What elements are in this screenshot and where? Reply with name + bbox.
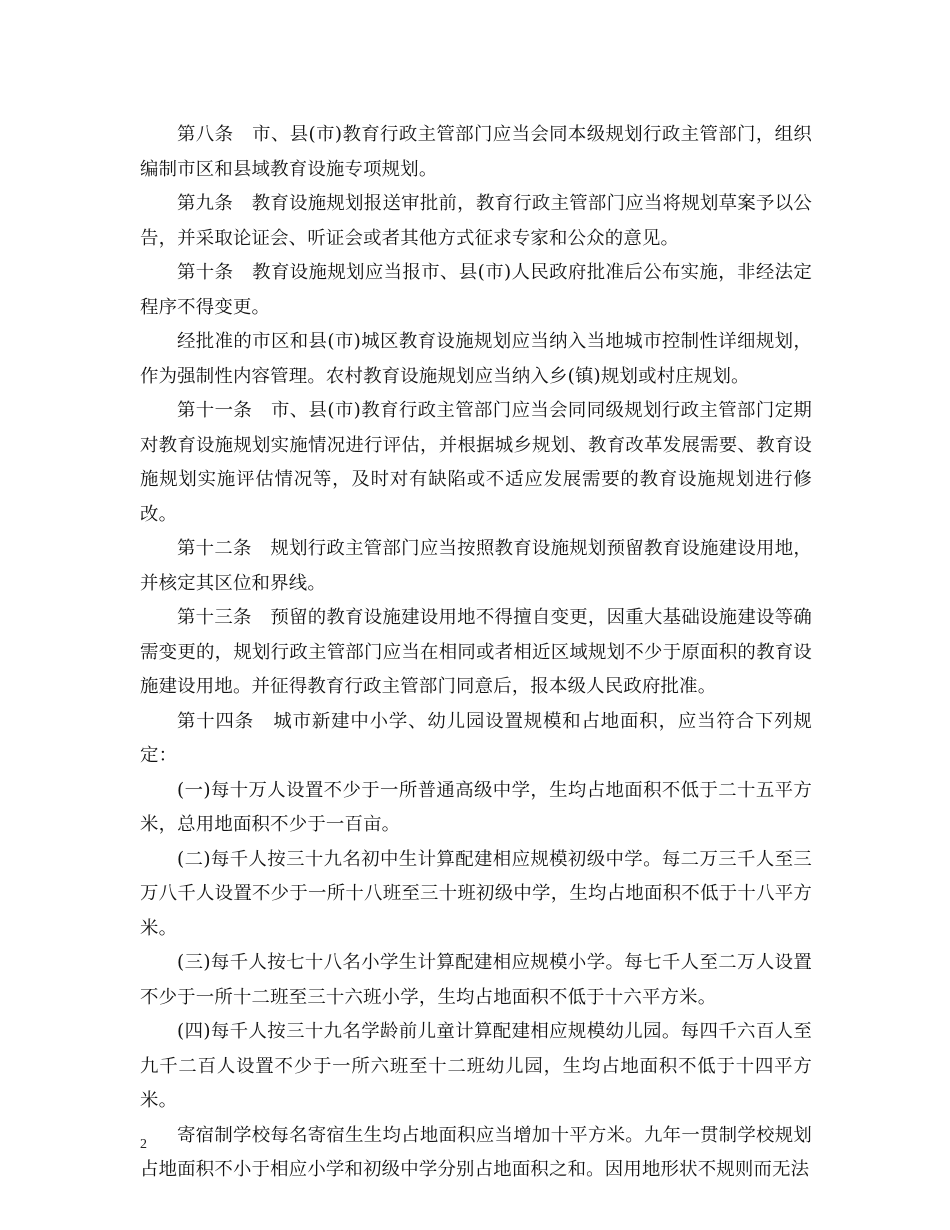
page-number: 2	[140, 1137, 147, 1152]
article-13-paragraph: 第十三条 预留的教育设施建设用地不得擅自变更，因重大基础设施建设等确需变更的，规划行政主管部门应当在相同或者相近区域规划不少于原面积的教育设施建设用地。并征得教育行政主管部门同意后，报本级人民政府批准。	[140, 607, 812, 697]
boarding-school-paragraph: 寄宿制学校每名寄宿生生均占地面积应当增加十平方米。九年一贯制学校规划占地面积不小于相应小学和初级中学分别占地面积之和。因用地形状不规则而无法	[140, 1124, 812, 1180]
article-14-item-3-paragraph: (三)每千人按七十八名小学生计算配建相应规模小学。每七千人至二万人设置不少于一所十二班至三十六班小学，生均占地面积不低于十六平方米。	[140, 952, 812, 1008]
article-10-paragraph: 第十条 教育设施规划应当报市、县(市)人民政府批准后公布实施，非经法定程序不得变更。	[140, 262, 812, 318]
article-14-item-4-paragraph: (四)每千人按三十九名学龄前儿童计算配建相应规模幼儿园。每四千六百人至九千二百人设置不少于一所六班至十二班幼儿园，生均占地面积不低于十四平方米。	[140, 1021, 812, 1111]
article-14-paragraph: 第十四条 城市新建中小学、幼儿园设置规模和占地面积，应当符合下列规定：	[140, 710, 812, 766]
article-14-item-1-paragraph: (一)每十万人设置不少于一所普通高级中学，生均占地面积不低于二十五平方米，总用地面积不少于一百亩。	[140, 779, 812, 835]
article-8-paragraph: 第八条 市、县(市)教育行政主管部门应当会同本级规划行政主管部门，组织编制市区和县域教育设施专项规划。	[140, 124, 812, 180]
article-11-paragraph: 第十一条 市、县(市)教育行政主管部门应当会同同级规划行政主管部门定期对教育设施规划实施情况进行评估，并根据城乡规划、教育改革发展需要、教育设施规划实施评估情况等，及时对有缺陷或不适应发展需要的教育设施规划进行修改。	[140, 400, 812, 525]
article-10-continuation-paragraph: 经批准的市区和县(市)城区教育设施规划应当纳入当地城市控制性详细规划，作为强制性内容管理。农村教育设施规划应当纳入乡(镇)规划或村庄规划。	[140, 331, 812, 387]
article-9-paragraph: 第九条 教育设施规划报送审批前，教育行政主管部门应当将规划草案予以公告，并采取论证会、听证会或者其他方式征求专家和公众的意见。	[140, 193, 812, 249]
document-body	[140, 118, 812, 1188]
article-12-paragraph: 第十二条 规划行政主管部门应当按照教育设施规划预留教育设施建设用地，并核定其区位和界线。	[140, 538, 812, 594]
article-14-item-2-paragraph: (二)每千人按三十九名初中生计算配建相应规模初级中学。每二万三千人至三万八千人设置不少于一所十八班至三十班初级中学，生均占地面积不低于十八平方米。	[140, 848, 812, 939]
